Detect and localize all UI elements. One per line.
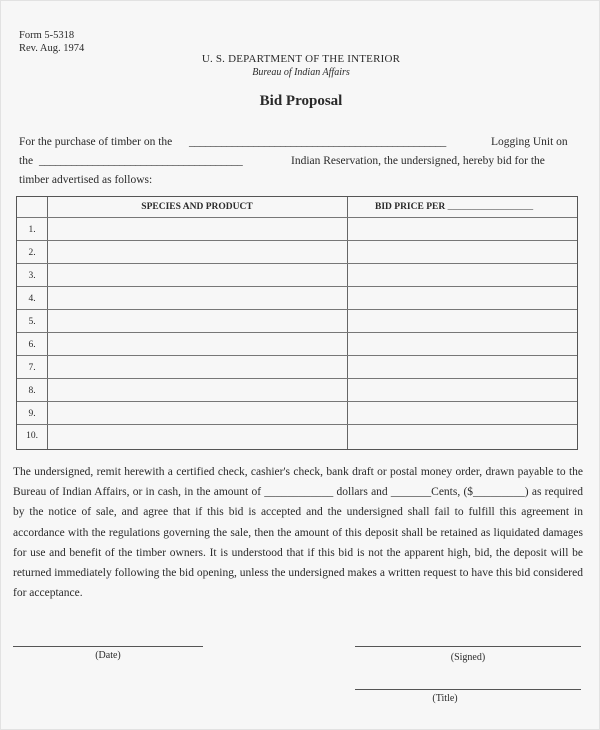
table-row-number: 4.: [28, 294, 36, 304]
col-header-price: [357, 202, 577, 212]
reservation-field[interactable]: ______________________________________: [39, 155, 243, 167]
date-signature-line[interactable]: [13, 646, 203, 647]
table-row-number: 10.: [26, 431, 38, 441]
bureau-name: Bureau of Indian Affairs: [252, 67, 350, 78]
table-rule: [17, 378, 577, 379]
table-row-number: 3.: [28, 271, 36, 281]
intro-line2-start: the: [19, 155, 34, 167]
form-number-block: [19, 29, 84, 55]
table-rule: [17, 217, 577, 218]
table-row-number: 6.: [28, 340, 36, 350]
intro-line1-start: For the purchase of timber on the: [19, 136, 173, 148]
logging-unit-field[interactable]: ________________________________________________: [189, 136, 446, 148]
form-number: Form 5-5318: [19, 30, 75, 41]
intro-line2-end: Indian Reservation, the undersigned, hereby bid for the: [291, 155, 545, 167]
bid-table: [16, 196, 578, 450]
title-label: (Title): [432, 693, 458, 704]
table-divider: [347, 197, 348, 449]
table-rule: [17, 401, 577, 402]
col-header-species: SPECIES AND PRODUCT: [141, 202, 253, 212]
terms-text: The undersigned, remit herewith a certified check, cashier's check, bank draft or postal money order, drawn payable to the Bureau of Indian Affairs, or in cash, in the amount of ____________ dollars and _______Cents, ($_________) as required by the notice of sale, and agree that if this bid is accepted and the undersigned shall fail to fulfill this agreement in accordance with the regulations governing the sale, then the amount of this deposit shall be retained as liquidated damages for use and benefit of the timber owners. It is understood that if this bid is not the apparent high, bid, the deposit will be returned immediately following the bid opening, unless the undersigned makes a written request to have this bid considered for acceptance.: [13, 466, 583, 600]
table-rule: [17, 240, 577, 241]
price-unit-field[interactable]: __________________: [447, 202, 534, 212]
table-row-number: 8.: [28, 386, 36, 396]
terms-paragraph: [13, 462, 583, 603]
table-rule: [17, 309, 577, 310]
table-row-number: 1.: [28, 225, 36, 235]
table-divider: [47, 197, 48, 449]
intro-line3: timber advertised as follows:: [19, 174, 153, 186]
table-row-number: 7.: [28, 363, 36, 373]
table-row-number: 5.: [28, 317, 36, 327]
form-revision: Rev. Aug. 1974: [19, 43, 85, 54]
title-signature-line[interactable]: [355, 689, 581, 690]
table-rule: [17, 355, 577, 356]
table-rule: [17, 424, 577, 425]
department-name: U. S. DEPARTMENT OF THE INTERIOR: [201, 53, 401, 65]
page-title: Bid Proposal: [259, 93, 343, 109]
intro-line1-end: Logging Unit on: [491, 136, 568, 148]
col-header-price-label: BID PRICE PER: [375, 202, 446, 212]
signed-label: (Signed): [450, 652, 486, 663]
table-rule: [17, 286, 577, 287]
table-rule: [17, 263, 577, 264]
table-row-number: 9.: [28, 409, 36, 419]
date-label: (Date): [95, 650, 121, 661]
table-row-number: 2.: [28, 248, 36, 258]
signed-signature-line[interactable]: [355, 646, 581, 647]
table-rule: [17, 332, 577, 333]
